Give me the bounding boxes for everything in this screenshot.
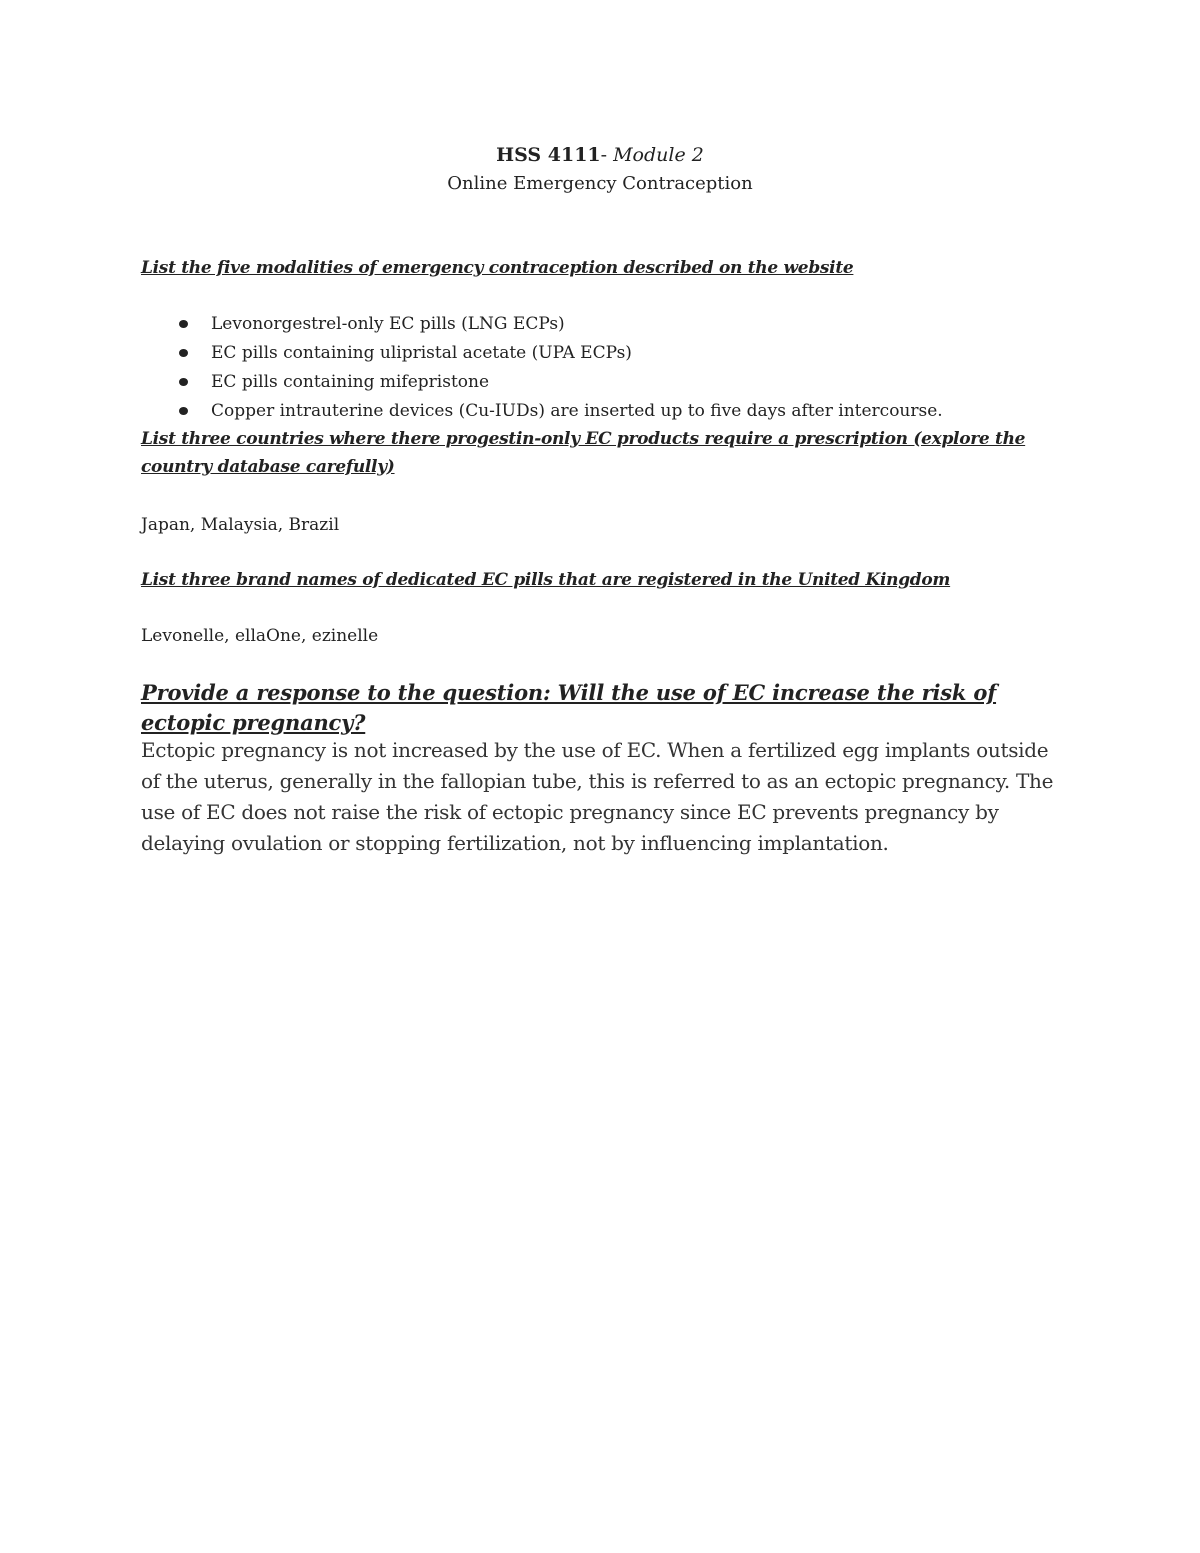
answer-4: Ectopic pregnancy is not increased by the use of EC. When a fertilized egg implants outside of the uterus, generally in the fallopian tube, this is referred to as an ectopic pregnancy. The use of EC does not raise the risk of ectopic pregnancy since EC prevents pregnancy by delaying ovulation or stopping fertilization, not by influencing implantation. (141, 738, 1054, 855)
answer-2: Japan, Malaysia, Brazil (141, 515, 340, 535)
question-4: Provide a response to the question: Will the use of EC increase the risk of ectopic pregnancy? (141, 680, 997, 735)
list-item-text: Levonorgestrel-only EC pills (LNG ECPs) (211, 314, 565, 334)
question-3: List three brand names of dedicated EC pills that are registered in the United Kingdom (141, 570, 951, 590)
list-item (141, 310, 1041, 339)
question-2: List three countries where there progestin-only EC products require a prescription (explore the country database carefully) (141, 429, 1026, 477)
course-code: HSS 4111 (496, 144, 601, 166)
list-item-text: EC pills containing mifepristone (211, 372, 490, 392)
bullet-icon (179, 349, 188, 357)
bullet-icon (179, 378, 188, 386)
modalities-list (141, 310, 1041, 426)
document-title (0, 140, 1200, 170)
question-1: List the five modalities of emergency contraception described on the website (141, 258, 854, 278)
document-subtitle: Online Emergency Contraception (447, 173, 753, 194)
title-separator: - (600, 144, 608, 166)
document-header (0, 140, 1200, 198)
list-item (141, 397, 1041, 426)
bullet-icon (179, 407, 188, 415)
list-item-text: Copper intrauterine devices (Cu-IUDs) are inserted up to five days after intercourse. (211, 401, 943, 421)
list-item (141, 339, 1041, 368)
bullet-icon (179, 320, 188, 328)
module-label: Module 2 (607, 144, 704, 166)
list-item (141, 368, 1041, 397)
answer-3: Levonelle, ellaOne, ezinelle (141, 626, 379, 646)
list-item-text: EC pills containing ulipristal acetate (UPA ECPs) (211, 343, 632, 363)
